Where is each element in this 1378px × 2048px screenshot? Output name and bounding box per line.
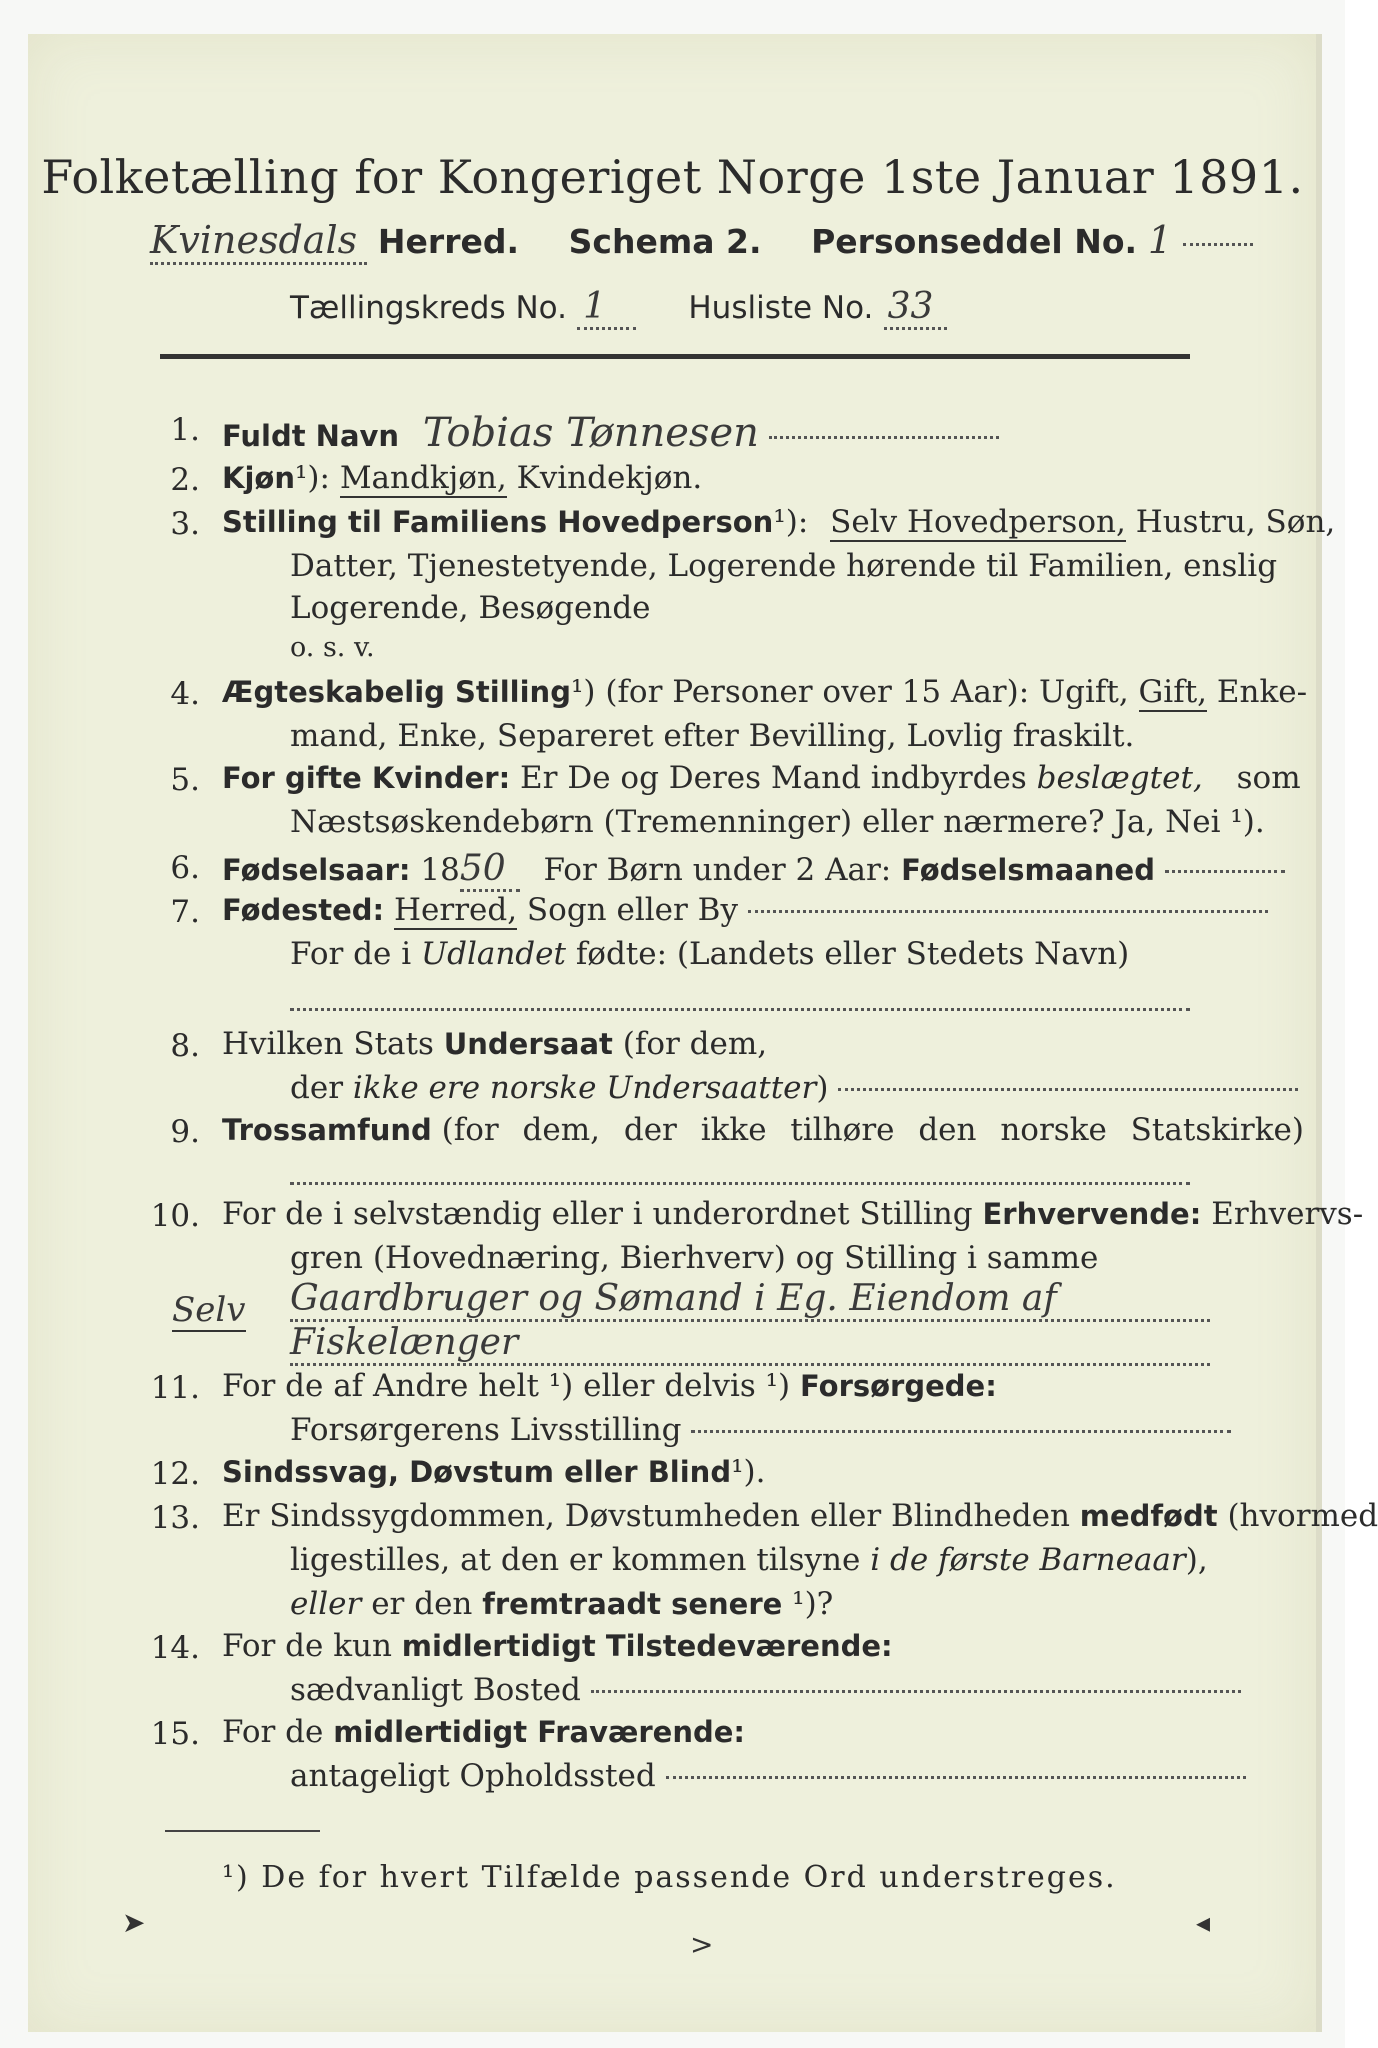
item-3-label: Stilling til Familiens Hovedperson: [222, 505, 774, 539]
item-5-italic: beslægtet,: [1036, 760, 1203, 796]
item-2-label: Kjøn: [222, 461, 295, 495]
item-7-line-2: [290, 936, 1129, 972]
item-7-line-2-italic: Udlandet: [420, 936, 566, 972]
footnote-ref: ¹).: [731, 1454, 766, 1490]
herred-line: [150, 218, 1253, 262]
item-11-label: Forsørgede:: [800, 1369, 997, 1403]
occupation-handwritten: Gaardbruger og Sømand i Eg. Eiendom af: [290, 1278, 1057, 1319]
item-3-line-3: Logerende, Besøgende: [290, 590, 651, 626]
item-1: [222, 410, 999, 456]
item-number: 9.: [170, 1114, 200, 1150]
item-number: 8.: [170, 1028, 200, 1064]
item-number: 3.: [170, 506, 200, 542]
item-number: 13.: [150, 1500, 200, 1536]
personseddel-number: 1: [1147, 218, 1173, 262]
item-number: 2.: [170, 462, 200, 498]
gender-option: Kvindekjøn.: [516, 460, 703, 496]
item-13-text: Er Sindssygdommen, Døvstumheden eller Blindheden: [222, 1498, 1070, 1534]
occupation-answer-line-2: [290, 1322, 1210, 1366]
position-options: Hustru, Søn,: [1135, 504, 1336, 540]
item-5-label: For gifte Kvinder:: [222, 761, 511, 795]
herred-label: Herred.: [377, 222, 520, 261]
dotted-fill: [591, 1690, 1241, 1693]
dotted-fill: [666, 1776, 1246, 1779]
item-3-line-2: Datter, Tjenestetyende, Logerende hørende til Familien, enslig: [290, 548, 1278, 584]
item-13-line-2-italic: i de første Barneaar: [870, 1542, 1186, 1578]
item-6-label: Fødselsaar:: [222, 853, 411, 887]
item-10: [222, 1196, 1363, 1232]
personseddel-label: Personseddel No.: [811, 222, 1138, 261]
item-2: [222, 460, 702, 496]
item-14-label: midlertidigt Tilstedeværende:: [401, 1629, 893, 1663]
footnote-ref: ¹):: [773, 504, 809, 540]
birth-year-prefix: 18: [420, 852, 460, 888]
item-number: 14.: [150, 1630, 200, 1666]
item-10-line-2-text: gren (Hovednæring, Bierhverv) og Stilling i samme: [290, 1240, 1099, 1276]
item-10-text: For de i selvstændig eller i underordnet Stilling: [222, 1196, 973, 1232]
item-13-line-3: [290, 1586, 833, 1622]
item-6-text: For Børn under 2 Aar:: [543, 852, 892, 888]
item-14-line-2-text: sædvanligt Bosted: [290, 1672, 581, 1708]
kreds-label: Tællingskreds No.: [290, 290, 567, 326]
item-8-line-2-post: ): [816, 1070, 829, 1106]
footnote-ref: ¹): [570, 674, 596, 710]
herred-handwritten: Kvinesdals: [150, 218, 367, 265]
scan-mark: ◂: [1196, 1906, 1211, 1939]
item-7-label: Fødested:: [222, 893, 385, 927]
item-5-text-end: som: [1236, 760, 1301, 796]
item-number: 7.: [170, 894, 200, 930]
marital-selected: Gift,: [1138, 674, 1208, 710]
item-6: [222, 848, 1285, 889]
item-5-text: Er De og Deres Mand indbyrdes: [520, 760, 1027, 796]
gender-selected: Mandkjøn,: [339, 460, 507, 496]
item-13-text-end: (hvormed: [1227, 1498, 1378, 1534]
item-7: [222, 892, 1268, 928]
scan-mark: ➤: [122, 1906, 146, 1939]
item-15: [222, 1714, 745, 1750]
item-13: [222, 1498, 1378, 1534]
dotted-fill: [748, 910, 1268, 913]
birthplace-selected: Herred,: [394, 892, 518, 928]
item-15-label: midlertidigt Fraværende:: [333, 1715, 746, 1749]
footnote: ¹) De for hvert Tilfælde passende Ord understreges.: [222, 1860, 1117, 1895]
footnote-ref: ¹):: [294, 460, 330, 496]
dotted-fill: [1183, 243, 1253, 246]
occupation-answer-line-1: [290, 1278, 1210, 1322]
husliste-label: Husliste No.: [688, 290, 874, 326]
item-5-line-2: Næstsøskendebørn (Tremenninger) eller nærmere? Ja, Nei ¹).: [290, 804, 1265, 840]
item-13-line-2: [290, 1542, 1208, 1578]
item-3: [222, 504, 1335, 540]
marital-text: (for Personer over 15 Aar): Ugift,: [605, 674, 1129, 710]
full-name-handwritten: Tobias Tønnesen: [422, 410, 759, 456]
item-8: [222, 1026, 767, 1062]
item-1-label: Fuldt Navn: [222, 419, 400, 453]
item-4-label: Ægteskabelig Stilling: [222, 675, 571, 709]
position-selected: Selv Hovedperson,: [830, 504, 1126, 540]
occupation-handwritten-2: Fiskelænger: [290, 1322, 519, 1363]
dotted-fill: [769, 436, 999, 439]
item-10-text-end: Erhvervs-: [1211, 1196, 1364, 1232]
item-9: [222, 1112, 1304, 1148]
item-14-line-2: [290, 1672, 1241, 1708]
birth-year-handwritten: 50: [460, 848, 520, 892]
item-13-line-2-pre: ligestilles, at den er kommen tilsyne: [290, 1542, 861, 1578]
item-11-line-2-text: Forsørgerens Livsstilling: [290, 1412, 682, 1448]
item-9-label: Trossamfund: [222, 1113, 432, 1147]
schema-label: Schema 2.: [568, 222, 762, 261]
blank-line: [290, 990, 1190, 1026]
item-14: [222, 1628, 893, 1664]
marital-text-end: Enke-: [1216, 674, 1308, 710]
item-number: 12.: [150, 1456, 200, 1492]
item-13-label: medfødt: [1079, 1499, 1218, 1533]
item-15-text: For de: [222, 1714, 324, 1750]
item-10-label: Erhvervende:: [982, 1197, 1202, 1231]
item-8-label: Undersaat: [443, 1027, 613, 1061]
item-14-text: For de kun: [222, 1628, 392, 1664]
item-9-text: (for dem, der ikke tilhøre den norske Statskirke): [441, 1112, 1304, 1148]
item-number: 11.: [150, 1370, 200, 1406]
item-4: [222, 674, 1307, 710]
item-13-line-3-mid: er den: [371, 1586, 473, 1622]
form-title: Folketælling for Kongeriget Norge 1ste Januar 1891.: [41, 150, 1304, 204]
dotted-fill: [1165, 870, 1285, 873]
item-5: [222, 760, 1301, 796]
item-8-line-2-italic: ikke ere norske Undersaatter: [352, 1070, 817, 1106]
header-rule: [160, 354, 1190, 359]
item-number: 4.: [170, 676, 200, 712]
item-13-line-3-bold: fremtraadt senere: [482, 1587, 783, 1621]
item-15-line-2-text: antageligt Opholdssted: [290, 1758, 656, 1794]
item-7-line-2-pre: For de i: [290, 936, 412, 972]
item-8-line-2: [290, 1070, 1298, 1106]
item-number: 15.: [150, 1716, 200, 1752]
item-11-text: For de af Andre helt ¹) eller delvis ¹): [222, 1368, 791, 1404]
item-12-label: Sindssvag, Døvstum eller Blind: [222, 1455, 732, 1489]
item-11-line-2: [290, 1412, 1231, 1448]
item-11: [222, 1368, 997, 1404]
blank-line: [290, 1164, 1190, 1200]
item-15-line-2: [290, 1758, 1246, 1794]
scan-mark: >: [690, 1928, 714, 1961]
item-10-line-2: [290, 1240, 1098, 1276]
dotted-fill: [691, 1430, 1231, 1433]
margin-note: [172, 1290, 246, 1330]
kreds-number: 1: [577, 286, 636, 330]
item-8-line-2-pre: der: [290, 1070, 344, 1106]
item-6-label-2: Fødselsmaaned: [901, 853, 1155, 887]
item-12: [222, 1454, 765, 1490]
item-number: 10.: [150, 1198, 200, 1234]
item-4-line-2: mand, Enke, Separeret efter Bevilling, Lovlig fraskilt.: [290, 718, 1135, 754]
item-number: 5.: [170, 762, 200, 798]
item-number: 6.: [170, 850, 200, 886]
kreds-line: [290, 286, 947, 327]
item-number: 1.: [170, 412, 200, 448]
item-7-line-2-post: fødte: (Landets eller Stedets Navn): [575, 936, 1130, 972]
item-13-line-2-post: ),: [1185, 1542, 1208, 1578]
birthplace-options: Sogn eller By: [526, 892, 738, 928]
item-8-text: Hvilken Stats: [222, 1026, 434, 1062]
footnote-rule: [165, 1830, 320, 1832]
item-13-line-3-end: ¹)?: [792, 1586, 834, 1622]
item-13-line-3-italic: eller: [290, 1586, 362, 1622]
item-8-text-end: (for dem,: [622, 1026, 768, 1062]
item-3-line-4: o. s. v.: [290, 632, 375, 663]
dotted-fill: [838, 1088, 1298, 1091]
husliste-number: 33: [884, 286, 948, 330]
margin-handwritten: Selv: [172, 1290, 246, 1330]
